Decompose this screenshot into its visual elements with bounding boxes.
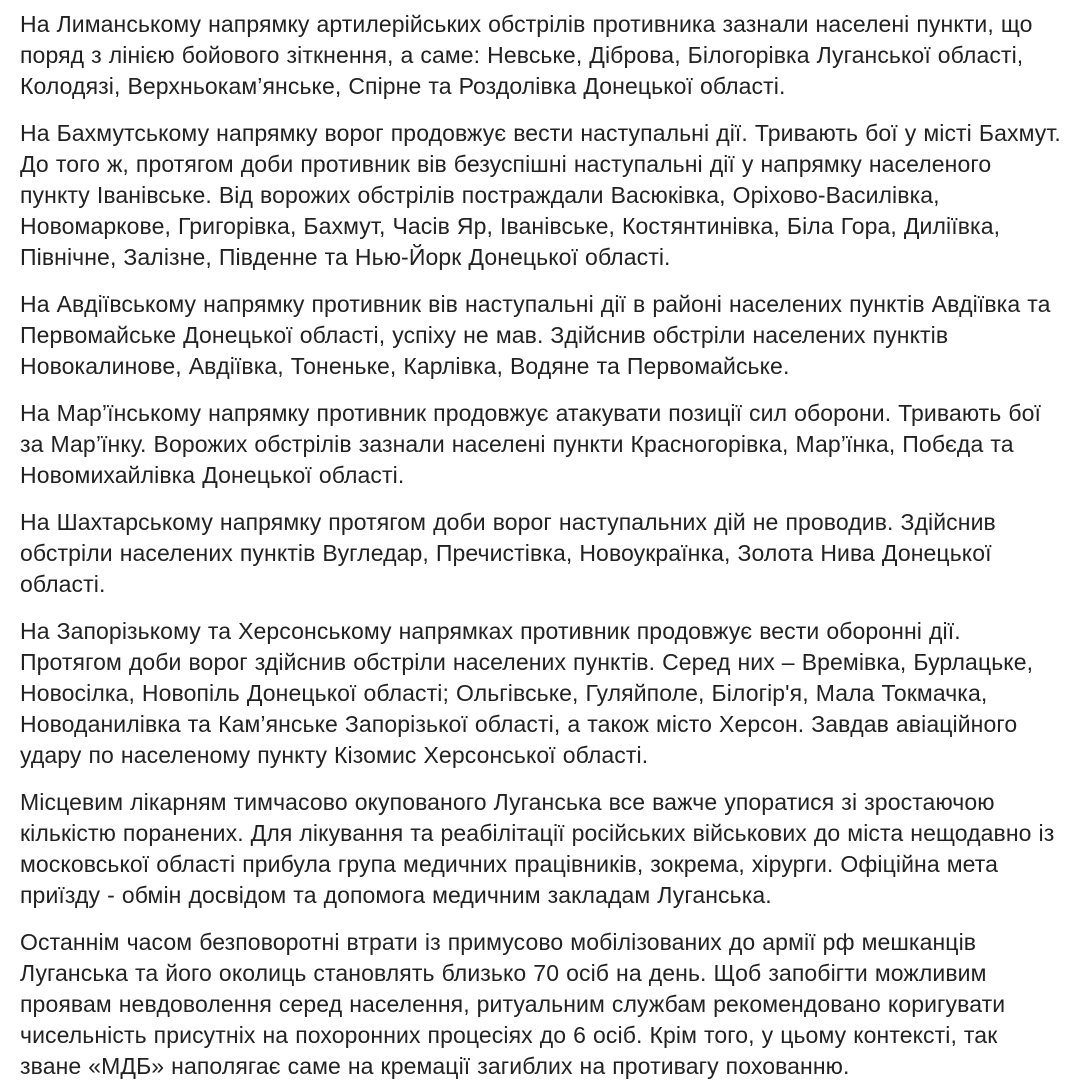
paragraph-lyman-direction: На Лиманському напрямку артилерійських обстрілів противника зазнали населені пункти, що поряд з лінією бойового зіткнення, а саме: Невське, Діброва, Білогорівка Луганської області, Колодязі, Верхньокам’янське, Спірне та Роздолівка Донецької області. bbox=[20, 11, 1033, 99]
paragraph-shakhtarsk-direction: На Шахтарському напрямку протягом доби ворог наступальних дій не проводив. Здійснив обстріли населених пунктів Вугледар, Пречистівка, Новоукраїнка, Золота Нива Донецької області. bbox=[20, 509, 996, 597]
situation-report-text bbox=[20, 9, 1064, 1082]
paragraph-avdiivka-direction: На Авдіївському напрямку противник вів наступальні дії в районі населених пунктів Авдіївка та Первомайське Донецької області, успіху не мав. Здійснив обстріли населених пунктів Новокалинове, Авдіївка, Тоненьке, Карлівка, Водяне та Первомайське. bbox=[20, 291, 1051, 379]
paragraph-marinka-direction: На Мар’їнському напрямку противник продовжує атакувати позиції сил оборони. Тривають бої за Мар’їнку. Ворожих обстрілів зазнали населені пункти Красногорівка, Мар’їнка, Побєда та Новомихайлівка Донецької області. bbox=[20, 400, 1042, 488]
paragraph-bakhmut-direction: На Бахмутському напрямку ворог продовжує вести наступальні дії. Тривають бої у місті Бахмут. До того ж, протягом доби противник вів безуспішні наступальні дії у напрямку населеного пункту Іванівське. Від ворожих обстрілів постраждали Васюківка, Оріхово-Василівка, Новомаркове, Григорівка, Бахмут, Часів Яр, Іванівське, Костянтинівка, Біла Гора, Диліївка, Північне, Залізне, Південне та Нью-Йорк Донецької області. bbox=[20, 120, 1061, 270]
paragraph-mobilized-losses: Останнім часом безповоротні втрати із примусово мобілізованих до армії рф мешканців Луганська та його околиць становлять близько 70 осіб на день. Щоб запобігти можливим проявам невдоволення серед населення, ритуальним службам рекомендовано коригувати чисельність присутніх на похоронних процесіях до 6 осіб. Крім того, у цьому контексті, так зване «МДБ» наполягає саме на кремації загиблих на противагу похованню. bbox=[20, 929, 1006, 1079]
paragraph-zaporizhzhia-kherson-direction: На Запорізькому та Херсонському напрямках противник продовжує вести оборонні дії. Протягом доби ворог здійснив обстріли населених пунктів. Серед них – Времівка, Бурлацьке, Новосілка, Новопіль Донецької області; Ольгівське, Гуляйполе, Білогір'я, Мала Токмачка, Новоданилівка та Кам’янське Запорізької області, а також місто Херсон. Завдав авіаційного удару по населеному пункту Кізомис Херсонської області. bbox=[20, 618, 1034, 768]
paragraph-luhansk-hospitals: Місцевим лікарням тимчасово окупованого Луганська все важче упоратися зі зростаючою кількістю поранених. Для лікування та реабілітації російських військових до міста нещодавно із московської області прибула група медичних працівників, зокрема, хірурги. Офіційна мета приїзду - обмін досвідом та допомога медичним закладам Луганська. bbox=[20, 789, 1055, 908]
